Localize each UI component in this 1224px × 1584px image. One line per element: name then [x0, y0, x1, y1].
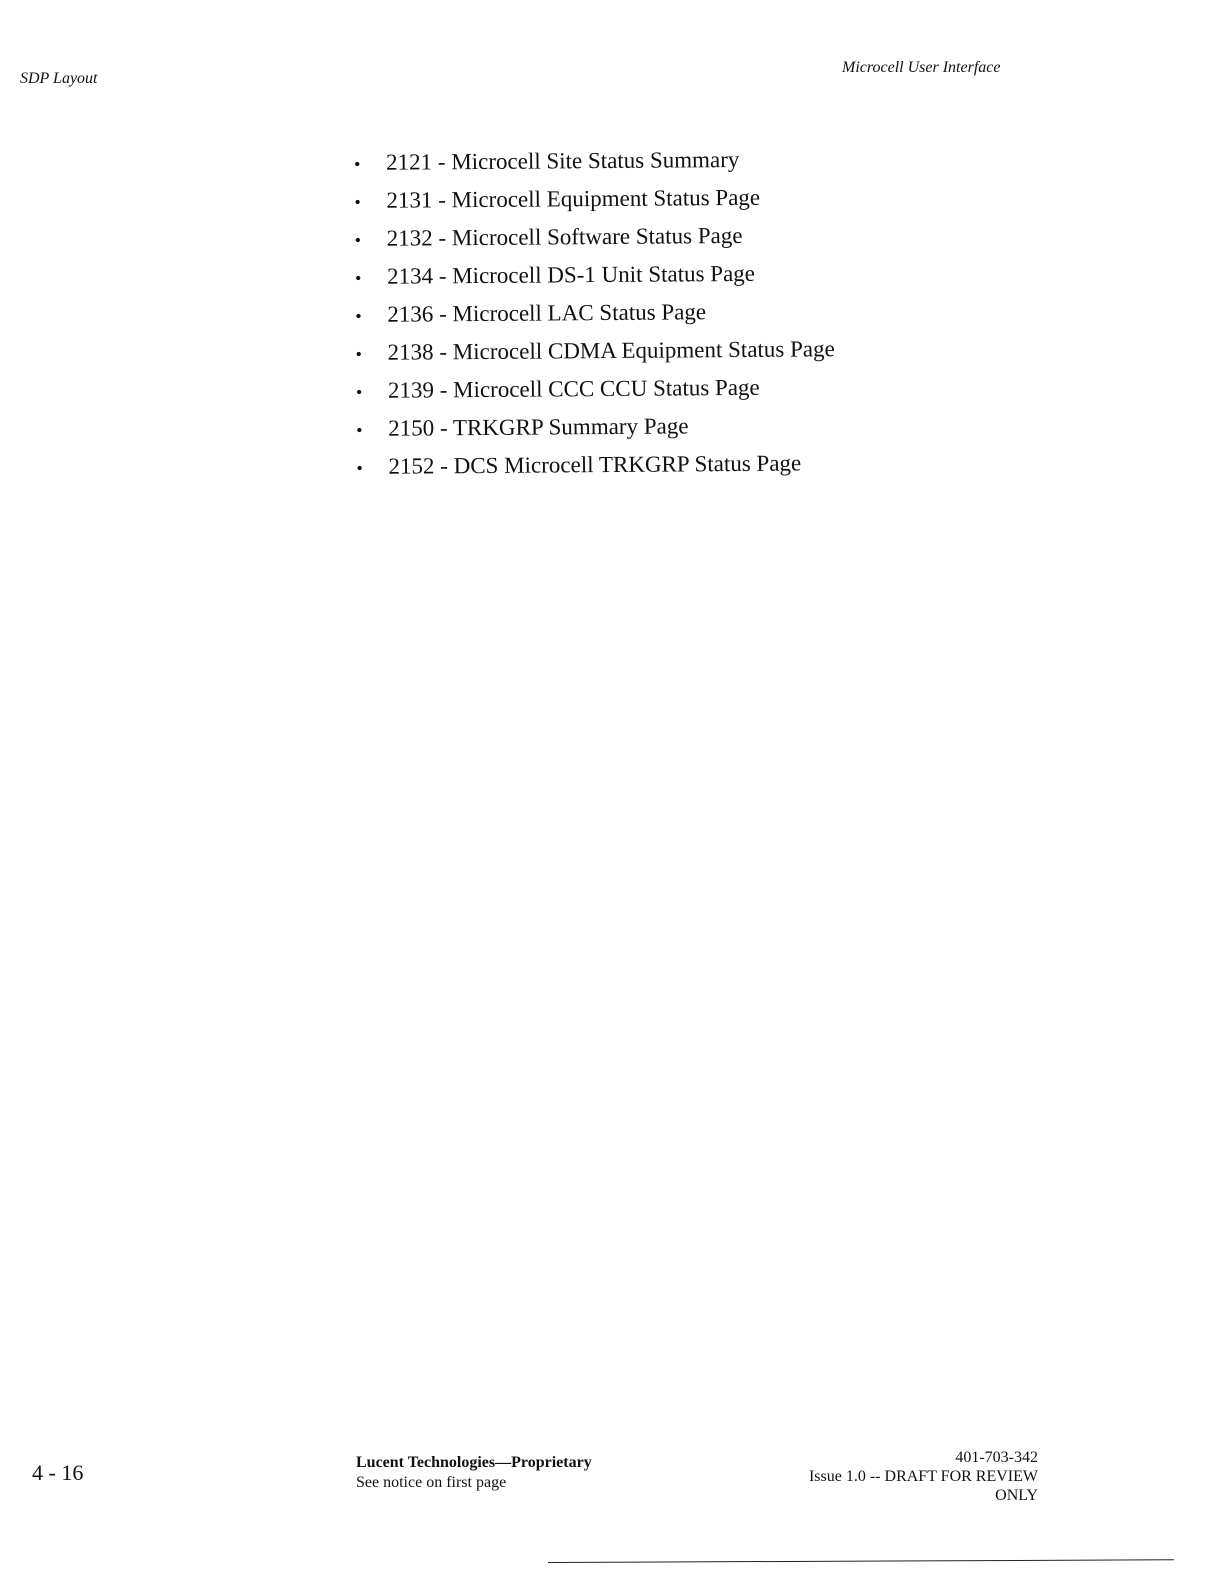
list-item-text: 2136 - Microcell LAC Status Page — [387, 299, 707, 327]
list-item — [352, 144, 833, 186]
list-item-text: 2131 - Microcell Equipment Status Page — [386, 184, 761, 213]
list-item — [353, 258, 834, 300]
list-item — [354, 410, 835, 452]
bullet-icon: • — [356, 457, 363, 478]
bullet-icon: • — [355, 381, 363, 402]
proprietary-label: Lucent Technologies—Proprietary — [356, 1454, 592, 1471]
status-page-list — [352, 144, 836, 490]
list-item-text: 2139 - Microcell CCC CCU Status Page — [387, 374, 760, 403]
footer-issue-block — [809, 1448, 1038, 1505]
list-item — [354, 372, 835, 414]
list-item — [352, 182, 833, 224]
bullet-icon: • — [355, 343, 363, 364]
bullet-icon: • — [354, 229, 362, 250]
footer-divider — [548, 1559, 1174, 1563]
list-item-text: 2132 - Microcell Software Status Page — [386, 222, 743, 251]
notice-text: See notice on first page — [356, 1474, 507, 1491]
issue-text-continued: ONLY — [995, 1487, 1038, 1504]
list-item — [354, 448, 835, 490]
bullet-icon: • — [354, 191, 361, 212]
header-section-title: SDP Layout — [20, 70, 98, 87]
list-item — [353, 220, 834, 262]
document-number: 401-703-342 — [955, 1449, 1038, 1466]
bullet-icon: • — [355, 305, 362, 326]
list-item-text: 2150 - TRKGRP Summary Page — [388, 413, 689, 441]
page-number: 4 - 16 — [32, 1460, 84, 1485]
list-item-text: 2152 - DCS Microcell TRKGRP Status Page — [388, 450, 802, 479]
header-chapter-title: Microcell User Interface — [842, 59, 1001, 76]
list-item-text: 2134 - Microcell DS-1 Unit Status Page — [386, 260, 756, 289]
list-item-text: 2138 - Microcell CDMA Equipment Status Page — [387, 336, 835, 365]
bullet-icon: • — [354, 153, 361, 174]
bullet-icon: • — [354, 267, 362, 288]
list-item — [353, 334, 834, 376]
list-item-text: 2121 - Microcell Site Status Summary — [386, 146, 740, 175]
footer-proprietary-block — [356, 1453, 592, 1493]
list-item — [353, 296, 834, 338]
bullet-icon: • — [356, 419, 363, 440]
issue-text: Issue 1.0 -- DRAFT FOR REVIEW — [808, 1468, 1038, 1485]
